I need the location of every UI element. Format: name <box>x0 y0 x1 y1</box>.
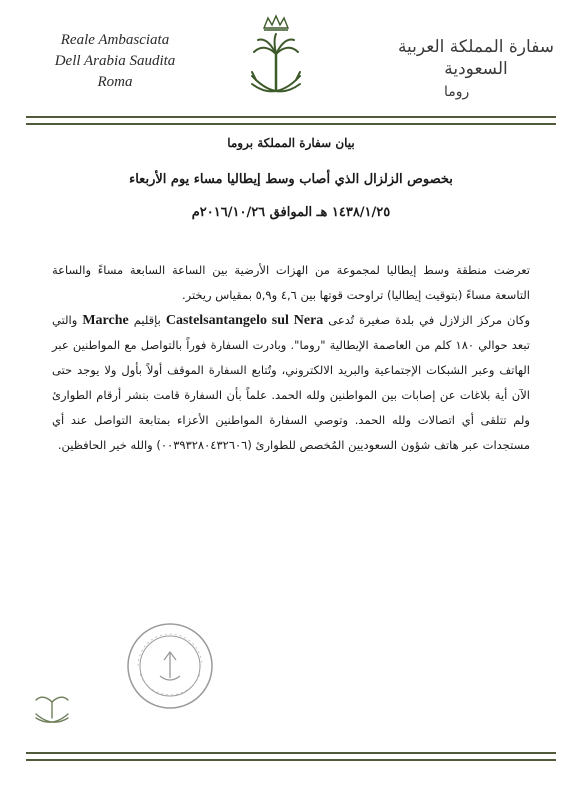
palm-and-swords-icon <box>246 10 306 110</box>
statement-date: ١٤٣٨/١/٢٥ هـ الموافق ٢٠١٦/١٠/٢٦م <box>191 205 391 220</box>
arabic-city-name: روما <box>444 84 470 100</box>
arabic-embassy-name: سفارة المملكة العربية السعودية <box>397 37 555 79</box>
statement-title: بيان سفارة المملكة بروما <box>227 136 355 150</box>
italian-line-3: Roma <box>97 74 133 90</box>
statement-body <box>52 258 530 458</box>
header-divider <box>26 116 556 125</box>
italian-line-2: Dell Arabia Saudita <box>54 53 176 69</box>
body-text-segment: والتي تبعد حوالي ١٨٠ كلم من العاصمة الإيطالية "روما". وبادرت السفارة فوراً بالتواصل مع المواطنين عبر الهاتف وعبر الشبكات الإجتماعية والبريد الالكتروني، وتُتابع السفارة الموقف أولاً بأول ولا يوجد حتى الآن أية بلاغات عن إصابات بين المواطنين ولله الحمد. علماً بأن السفارة قامت بنشر أرقام الطوارئ ولم تتلقى أي اتصالات ولله الحمد. وتوصي السفارة المواطنين الأعزاء بمتابعة التواصل عند أي مستجدات عبر هاتف شؤون السعوديين المُخصص للطوارئ (٠٠٣٩٣٢٨٠٤٣٢٦٠٦) والله خير الحافظين. <box>52 313 530 452</box>
body-text-segment: وكان مركز الزلازل في بلدة صغيرة تُدعى <box>328 313 531 327</box>
body-text-segment: بإقليم <box>133 313 161 327</box>
body-paragraph-1: تعرضت منطقة وسط إيطاليا لمجموعة من الهزات الأرضية بين الساعة السابعة مساءً والساعة التاسعة مساءً (بتوقيت إيطاليا) تراوحت قوتها بين ٤,٦ و٥,٩ بمقياس ريختر. <box>52 263 530 302</box>
town-name: Castelsantangelo sul Nera <box>165 313 324 328</box>
statement-content <box>52 128 530 458</box>
italian-line-1: Reale Ambasciata <box>60 32 170 48</box>
embassy-stamp-icon <box>124 620 216 712</box>
letterhead-italian <box>40 30 190 93</box>
letterhead-arabic <box>386 36 566 100</box>
region-name: Marche <box>82 313 129 328</box>
statement-subject: بخصوص الزلزال الذي أصاب وسط إيطاليا مساء يوم الأربعاء <box>129 172 453 187</box>
small-emblem-seal-icon <box>28 688 76 728</box>
footer-divider <box>26 752 556 761</box>
body-paragraph-2 <box>52 308 530 458</box>
